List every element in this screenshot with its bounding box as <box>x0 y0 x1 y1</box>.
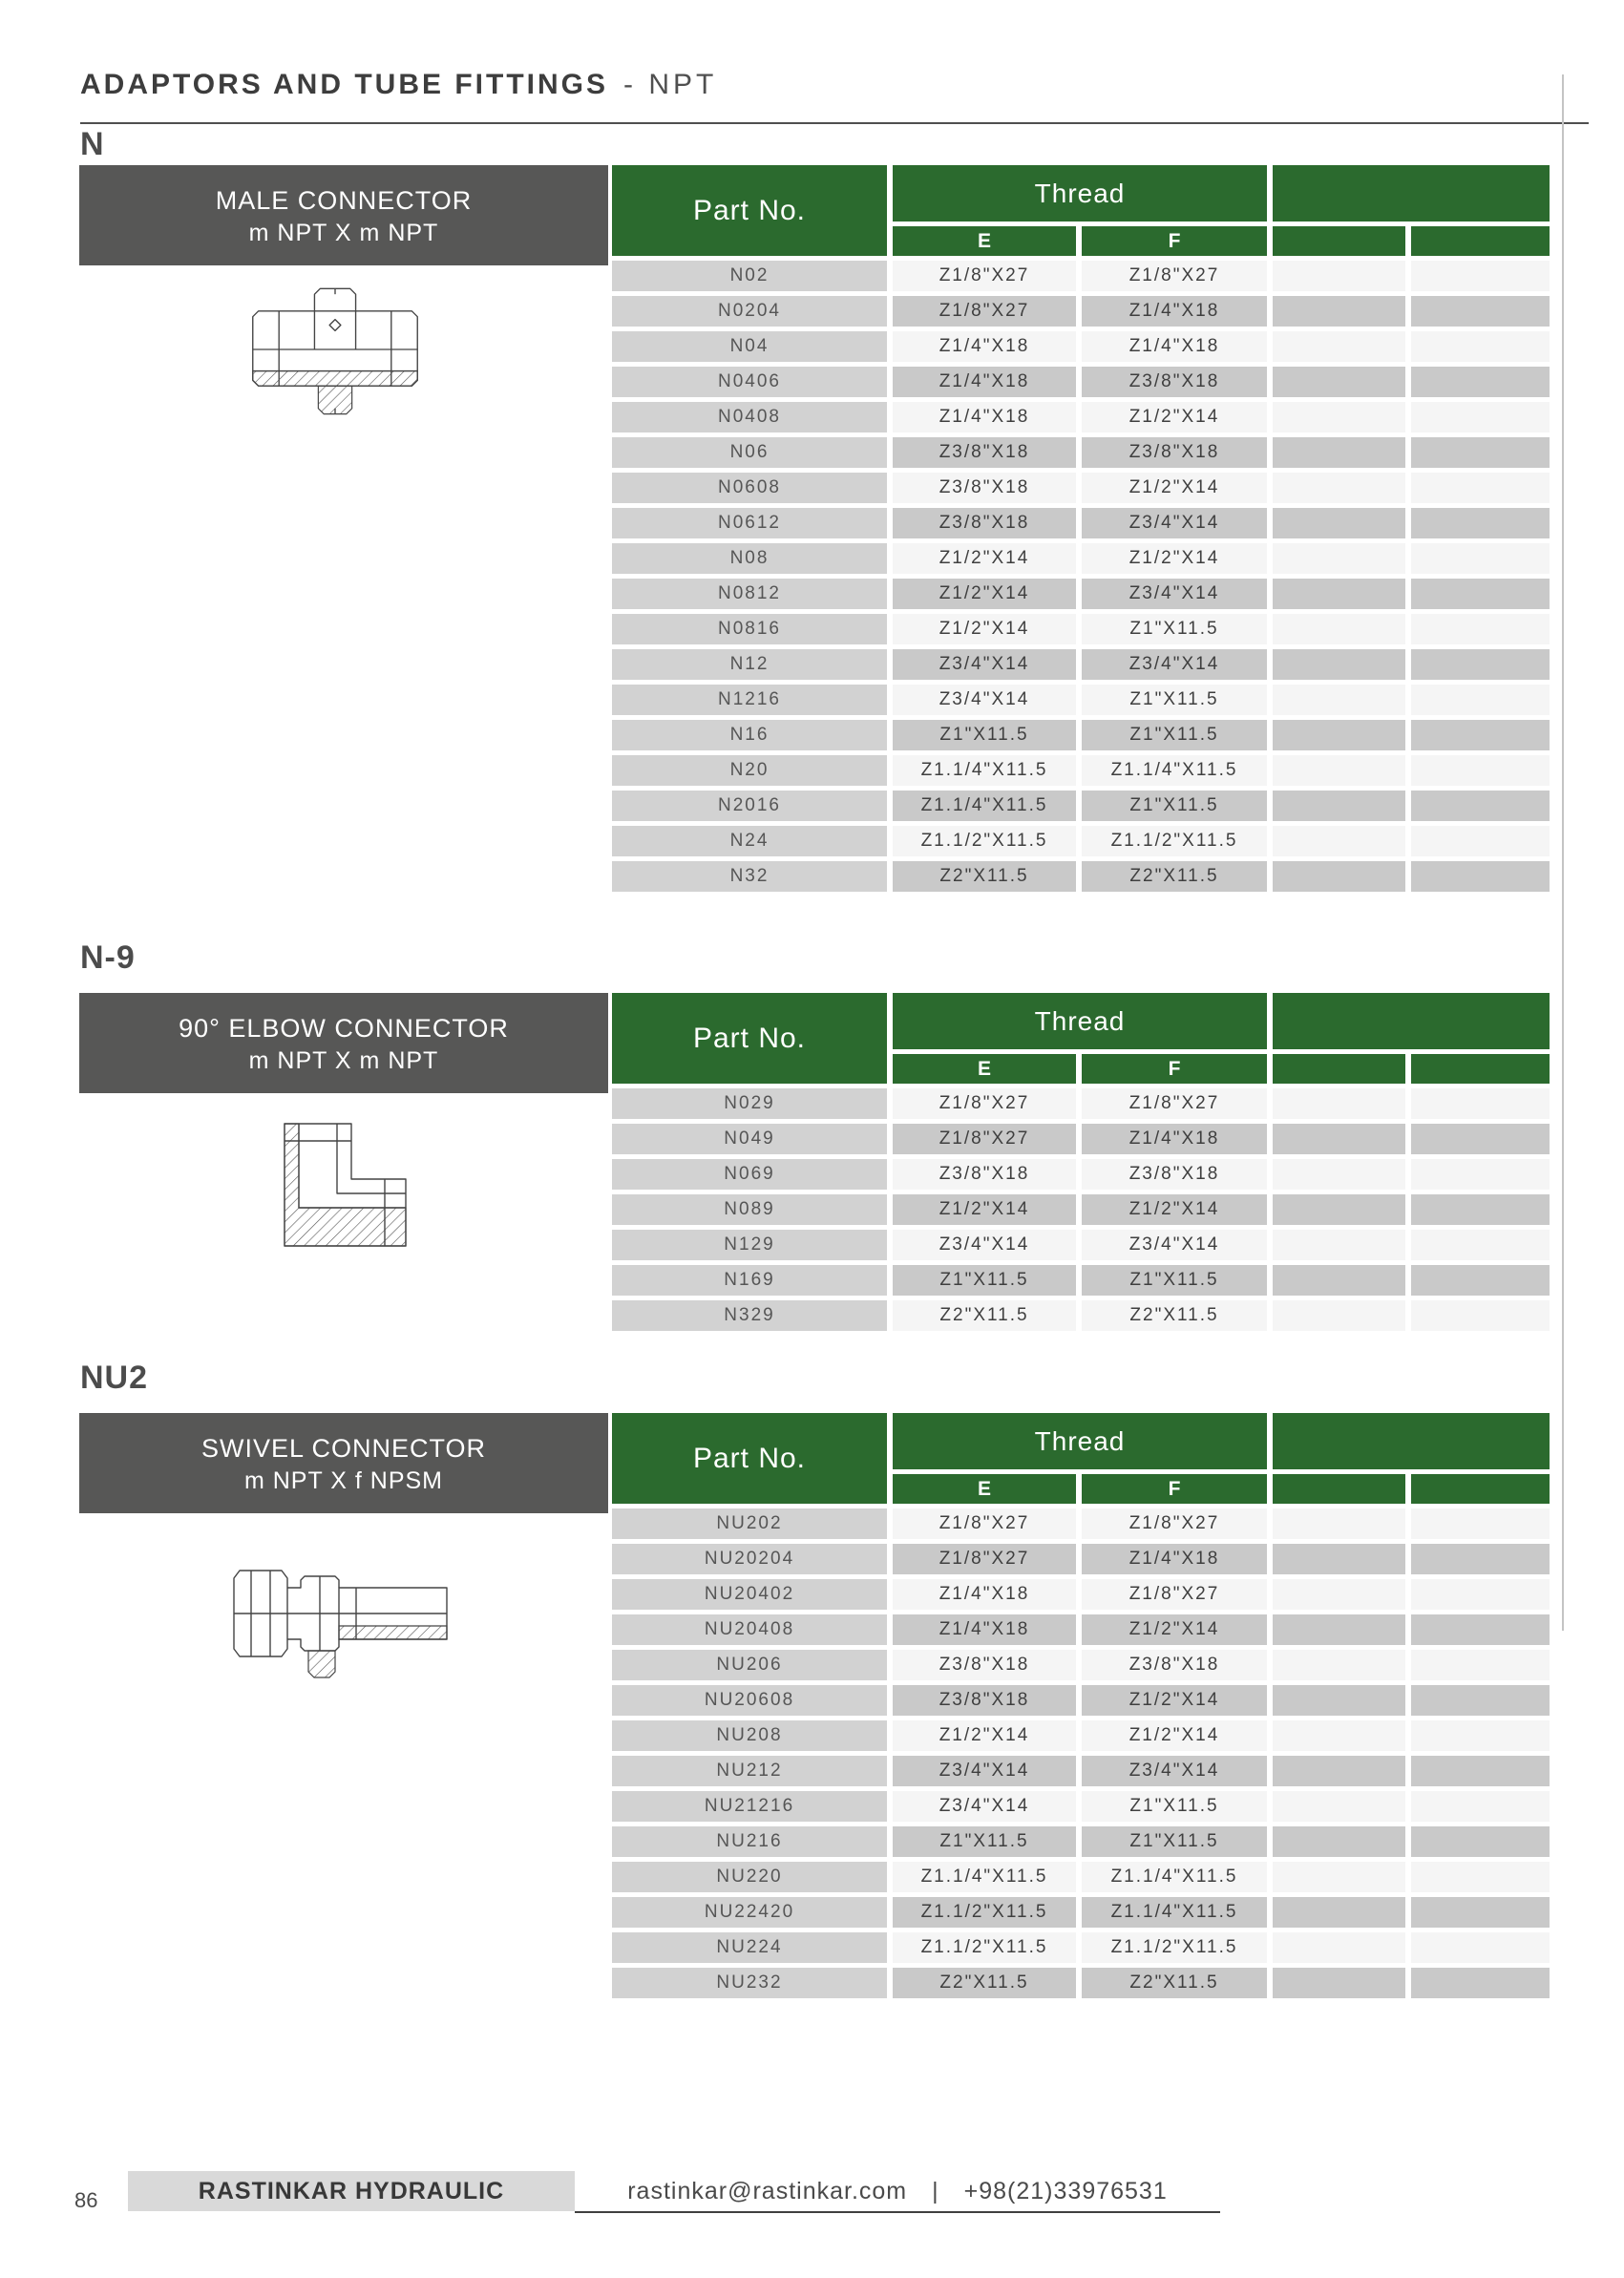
thread-f-cell: Z3/8"X18 <box>1082 367 1267 397</box>
thread-f-cell: Z3/4"X14 <box>1082 1230 1267 1260</box>
thread-e-cell: Z3/4"X14 <box>893 649 1076 680</box>
dimensions-column-header <box>1273 165 1550 221</box>
table-row <box>612 296 1550 327</box>
part-no-cell: NU21216 <box>612 1791 887 1822</box>
table-row <box>612 1194 1550 1225</box>
table-row <box>612 1720 1550 1751</box>
dim-cell-1 <box>1273 1862 1405 1892</box>
part-no-cell: NU220 <box>612 1862 887 1892</box>
table-row <box>612 1932 1550 1963</box>
table-row <box>612 437 1550 468</box>
dim-cell-2 <box>1411 1968 1550 1998</box>
part-no-cell: N069 <box>612 1159 887 1190</box>
part-no-cell: N089 <box>612 1194 887 1225</box>
dim-cell-2 <box>1411 1194 1550 1225</box>
thread-f-cell: Z1"X11.5 <box>1082 1265 1267 1296</box>
thread-f-cell: Z1/8"X27 <box>1082 1579 1267 1610</box>
thread-e-cell: Z1/8"X27 <box>893 1124 1076 1154</box>
parts-table <box>612 1413 1550 1998</box>
thread-f-cell: Z1/8"X27 <box>1082 1088 1267 1119</box>
thread-e-cell: Z1/2"X14 <box>893 579 1076 609</box>
dim-cell-2 <box>1411 367 1550 397</box>
table-row <box>612 720 1550 750</box>
thread-e-cell: Z1"X11.5 <box>893 1265 1076 1296</box>
dim-cell-1 <box>1273 720 1405 750</box>
table-row <box>612 614 1550 644</box>
dim-subheader-1 <box>1273 226 1405 256</box>
thread-f-cell: Z1/4"X18 <box>1082 331 1267 362</box>
thread-e-cell: Z3/4"X14 <box>893 1756 1076 1786</box>
table-row <box>612 1230 1550 1260</box>
part-no-cell: N16 <box>612 720 887 750</box>
dim-cell-2 <box>1411 508 1550 538</box>
part-no-cell: N20 <box>612 755 887 786</box>
part-no-cell: N0816 <box>612 614 887 644</box>
table-row <box>612 579 1550 609</box>
part-no-cell: N0406 <box>612 367 887 397</box>
thread-e-cell: Z3/4"X14 <box>893 685 1076 715</box>
dim-cell-2 <box>1411 720 1550 750</box>
dim-cell-2 <box>1411 1756 1550 1786</box>
right-margin-divider <box>1562 74 1564 1631</box>
dim-cell-1 <box>1273 614 1405 644</box>
part-no-cell: N029 <box>612 1088 887 1119</box>
product-name: 90° ELBOW CONNECTOR <box>179 1013 509 1043</box>
part-no-cell: N329 <box>612 1300 887 1331</box>
dim-cell-1 <box>1273 1265 1405 1296</box>
table-row <box>612 1968 1550 1998</box>
thread-e-cell: Z1/8"X27 <box>893 296 1076 327</box>
table-row <box>612 861 1550 892</box>
table-row <box>612 1300 1550 1331</box>
table-header <box>612 165 1550 256</box>
part-no-cell: N24 <box>612 826 887 856</box>
dim-subheader-2 <box>1411 226 1550 256</box>
thread-f-cell: Z3/4"X14 <box>1082 649 1267 680</box>
thread-f-cell: Z1/2"X14 <box>1082 543 1267 574</box>
dim-cell-2 <box>1411 1265 1550 1296</box>
thread-column-header: Thread <box>893 993 1267 1049</box>
table-row <box>612 1826 1550 1857</box>
product-thread-spec: m NPT X m NPT <box>248 1046 439 1074</box>
dim-cell-1 <box>1273 1826 1405 1857</box>
thread-f-cell: Z1"X11.5 <box>1082 614 1267 644</box>
part-no-cell: NU232 <box>612 1968 887 1998</box>
dim-cell-1 <box>1273 1756 1405 1786</box>
dim-cell-2 <box>1411 1088 1550 1119</box>
thread-f-cell: Z1/2"X14 <box>1082 1614 1267 1645</box>
part-no-cell: NU202 <box>612 1508 887 1539</box>
part-no-column-header: Part No. <box>612 993 887 1084</box>
table-body <box>612 261 1550 892</box>
section-heading-nu2: NU2 <box>80 1360 149 1396</box>
table-row <box>612 543 1550 574</box>
dim-cell-2 <box>1411 826 1550 856</box>
table-body <box>612 1088 1550 1331</box>
title-underline <box>80 122 1589 124</box>
table-body <box>612 1508 1550 1998</box>
thread-e-cell: Z1"X11.5 <box>893 720 1076 750</box>
thread-e-cell: Z1.1/4"X11.5 <box>893 755 1076 786</box>
page-title-main: ADAPTORS AND TUBE FITTINGS <box>80 69 609 100</box>
dim-cell-1 <box>1273 402 1405 432</box>
thread-f-subheader: F <box>1082 1054 1267 1084</box>
thread-e-cell: Z3/8"X18 <box>893 437 1076 468</box>
thread-f-cell: Z2"X11.5 <box>1082 1300 1267 1331</box>
thread-e-cell: Z1.1/2"X11.5 <box>893 1932 1076 1963</box>
elbow-connector-diagram-icon <box>232 1112 413 1289</box>
male-connector-diagram-icon <box>242 278 429 421</box>
thread-e-cell: Z3/4"X14 <box>893 1230 1076 1260</box>
part-no-cell: NU20204 <box>612 1544 887 1574</box>
thread-e-cell: Z1/2"X14 <box>893 543 1076 574</box>
page-title <box>80 69 717 101</box>
thread-e-cell: Z1/4"X18 <box>893 331 1076 362</box>
product-description-box <box>79 1413 608 1513</box>
part-no-cell: NU208 <box>612 1720 887 1751</box>
dim-cell-1 <box>1273 791 1405 821</box>
product-thread-spec: m NPT X f NPSM <box>243 1466 443 1494</box>
dim-cell-1 <box>1273 1720 1405 1751</box>
thread-e-cell: Z2"X11.5 <box>893 861 1076 892</box>
thread-e-cell: Z3/8"X18 <box>893 1159 1076 1190</box>
table-row <box>612 1159 1550 1190</box>
dim-cell-1 <box>1273 437 1405 468</box>
dim-cell-1 <box>1273 473 1405 503</box>
part-no-cell: N0812 <box>612 579 887 609</box>
table-row <box>612 1862 1550 1892</box>
thread-f-cell: Z1/8"X27 <box>1082 1508 1267 1539</box>
dim-cell-1 <box>1273 543 1405 574</box>
table-row <box>612 1124 1550 1154</box>
section-n <box>79 165 1554 929</box>
table-row <box>612 649 1550 680</box>
table-row <box>612 826 1550 856</box>
table-row <box>612 1088 1550 1119</box>
thread-e-cell: Z3/8"X18 <box>893 1685 1076 1716</box>
table-row <box>612 1265 1550 1296</box>
thread-f-cell: Z1.1/2"X11.5 <box>1082 1932 1267 1963</box>
thread-f-cell: Z1"X11.5 <box>1082 791 1267 821</box>
table-row <box>612 1756 1550 1786</box>
dim-subheader-2 <box>1411 1054 1550 1084</box>
dim-cell-2 <box>1411 649 1550 680</box>
part-no-cell: NU22420 <box>612 1897 887 1928</box>
product-name: SWIVEL CONNECTOR <box>200 1433 487 1463</box>
thread-f-cell: Z1.1/2"X11.5 <box>1082 826 1267 856</box>
thread-f-cell: Z2"X11.5 <box>1082 861 1267 892</box>
thread-f-cell: Z1"X11.5 <box>1082 1826 1267 1857</box>
product-description-box <box>79 993 608 1093</box>
part-no-cell: N0204 <box>612 296 887 327</box>
thread-e-subheader: E <box>893 226 1076 256</box>
table-header <box>612 993 1550 1084</box>
dim-cell-1 <box>1273 296 1405 327</box>
part-no-column-header: Part No. <box>612 1413 887 1504</box>
thread-f-cell: Z1"X11.5 <box>1082 720 1267 750</box>
thread-e-cell: Z3/8"X18 <box>893 1650 1076 1680</box>
dim-cell-2 <box>1411 1230 1550 1260</box>
dim-cell-1 <box>1273 685 1405 715</box>
dim-cell-2 <box>1411 331 1550 362</box>
dim-cell-1 <box>1273 1791 1405 1822</box>
dim-cell-2 <box>1411 1300 1550 1331</box>
dim-cell-1 <box>1273 1159 1405 1190</box>
thread-f-cell: Z3/4"X14 <box>1082 508 1267 538</box>
dim-cell-2 <box>1411 791 1550 821</box>
dim-cell-2 <box>1411 543 1550 574</box>
page-number: 86 <box>74 2188 98 2212</box>
thread-f-cell: Z1.1/4"X11.5 <box>1082 1862 1267 1892</box>
dim-cell-2 <box>1411 1124 1550 1154</box>
part-no-cell: N02 <box>612 261 887 291</box>
dim-cell-1 <box>1273 331 1405 362</box>
dim-cell-1 <box>1273 579 1405 609</box>
dim-cell-1 <box>1273 1650 1405 1680</box>
dim-cell-1 <box>1273 1579 1405 1610</box>
thread-f-cell: Z3/4"X14 <box>1082 579 1267 609</box>
dim-cell-2 <box>1411 1508 1550 1539</box>
part-no-cell: N169 <box>612 1265 887 1296</box>
dim-cell-2 <box>1411 579 1550 609</box>
table-row <box>612 1544 1550 1574</box>
thread-f-cell: Z3/8"X18 <box>1082 437 1267 468</box>
thread-e-cell: Z1/4"X18 <box>893 1579 1076 1610</box>
section-nu2 <box>79 1413 1554 2024</box>
part-no-cell: N12 <box>612 649 887 680</box>
dim-subheader-2 <box>1411 1474 1550 1504</box>
product-description-box <box>79 165 608 265</box>
table-row <box>612 1685 1550 1716</box>
dim-cell-2 <box>1411 1685 1550 1716</box>
dim-cell-1 <box>1273 1124 1405 1154</box>
table-row <box>612 1579 1550 1610</box>
dim-cell-2 <box>1411 755 1550 786</box>
dim-cell-1 <box>1273 1932 1405 1963</box>
table-row <box>612 685 1550 715</box>
part-no-cell: N049 <box>612 1124 887 1154</box>
part-no-cell: N2016 <box>612 791 887 821</box>
part-no-cell: NU212 <box>612 1756 887 1786</box>
product-name: MALE CONNECTOR <box>215 185 473 215</box>
thread-f-cell: Z1/2"X14 <box>1082 402 1267 432</box>
table-row <box>612 755 1550 786</box>
thread-e-cell: Z1/2"X14 <box>893 614 1076 644</box>
dim-cell-1 <box>1273 367 1405 397</box>
dim-cell-2 <box>1411 1932 1550 1963</box>
dim-cell-2 <box>1411 1544 1550 1574</box>
table-header <box>612 1413 1550 1504</box>
thread-f-cell: Z3/8"X18 <box>1082 1650 1267 1680</box>
thread-f-subheader: F <box>1082 226 1267 256</box>
dim-cell-1 <box>1273 508 1405 538</box>
thread-e-cell: Z1/4"X18 <box>893 367 1076 397</box>
dim-cell-1 <box>1273 1544 1405 1574</box>
footer-email: rastinkar@rastinkar.com <box>627 2177 908 2204</box>
page-title-suffix: - NPT <box>623 69 718 100</box>
thread-f-cell: Z3/4"X14 <box>1082 1756 1267 1786</box>
dim-cell-2 <box>1411 1159 1550 1190</box>
table-row <box>612 331 1550 362</box>
thread-e-cell: Z1.1/4"X11.5 <box>893 791 1076 821</box>
thread-column-header: Thread <box>893 1413 1267 1469</box>
thread-f-cell: Z1/8"X27 <box>1082 261 1267 291</box>
thread-e-cell: Z1/4"X18 <box>893 1614 1076 1645</box>
table-row <box>612 1508 1550 1539</box>
brand-footer: RASTINKAR HYDRAULIC <box>128 2171 575 2211</box>
part-no-cell: NU20408 <box>612 1614 887 1645</box>
parts-table <box>612 993 1550 1331</box>
part-no-cell: NU20608 <box>612 1685 887 1716</box>
thread-f-cell: Z2"X11.5 <box>1082 1968 1267 1998</box>
footer-separator: | <box>932 2177 939 2204</box>
dim-cell-1 <box>1273 755 1405 786</box>
dim-cell-1 <box>1273 261 1405 291</box>
dim-cell-1 <box>1273 1194 1405 1225</box>
table-row <box>612 791 1550 821</box>
footer-phone: +98(21)33976531 <box>963 2177 1168 2204</box>
dim-cell-1 <box>1273 861 1405 892</box>
dim-cell-2 <box>1411 261 1550 291</box>
table-row <box>612 402 1550 432</box>
dim-cell-2 <box>1411 1720 1550 1751</box>
thread-e-cell: Z1/2"X14 <box>893 1720 1076 1751</box>
part-no-cell: N0612 <box>612 508 887 538</box>
dim-cell-2 <box>1411 861 1550 892</box>
dim-cell-1 <box>1273 649 1405 680</box>
thread-e-cell: Z1/2"X14 <box>893 1194 1076 1225</box>
thread-e-cell: Z3/4"X14 <box>893 1791 1076 1822</box>
part-no-cell: N32 <box>612 861 887 892</box>
table-row <box>612 1614 1550 1645</box>
dim-subheader-1 <box>1273 1474 1405 1504</box>
section-heading-n9: N-9 <box>80 939 136 976</box>
thread-e-subheader: E <box>893 1054 1076 1084</box>
thread-e-cell: Z1/4"X18 <box>893 402 1076 432</box>
dim-cell-2 <box>1411 1897 1550 1928</box>
part-no-cell: NU206 <box>612 1650 887 1680</box>
part-no-cell: N04 <box>612 331 887 362</box>
part-no-cell: NU224 <box>612 1932 887 1963</box>
thread-e-cell: Z1.1/2"X11.5 <box>893 826 1076 856</box>
parts-table <box>612 165 1550 892</box>
dimensions-column-header <box>1273 1413 1550 1469</box>
dim-cell-2 <box>1411 1579 1550 1610</box>
dim-cell-1 <box>1273 1230 1405 1260</box>
table-row <box>612 367 1550 397</box>
dim-cell-1 <box>1273 1614 1405 1645</box>
table-row <box>612 261 1550 291</box>
thread-e-cell: Z1/8"X27 <box>893 1088 1076 1119</box>
thread-f-cell: Z1"X11.5 <box>1082 1791 1267 1822</box>
part-no-cell: N0608 <box>612 473 887 503</box>
thread-e-cell: Z2"X11.5 <box>893 1968 1076 1998</box>
section-heading-n: N <box>80 126 105 162</box>
thread-column-header: Thread <box>893 165 1267 221</box>
dim-cell-2 <box>1411 614 1550 644</box>
swivel-connector-diagram-icon <box>222 1542 461 1695</box>
part-no-cell: NU20402 <box>612 1579 887 1610</box>
footer-contact <box>575 2171 1220 2213</box>
thread-f-cell: Z1/4"X18 <box>1082 1124 1267 1154</box>
thread-e-cell: Z1"X11.5 <box>893 1826 1076 1857</box>
dim-cell-2 <box>1411 1791 1550 1822</box>
dim-cell-1 <box>1273 1897 1405 1928</box>
dim-subheader-1 <box>1273 1054 1405 1084</box>
thread-f-cell: Z1"X11.5 <box>1082 685 1267 715</box>
product-thread-spec: m NPT X m NPT <box>248 219 439 246</box>
dim-cell-2 <box>1411 437 1550 468</box>
dim-cell-2 <box>1411 685 1550 715</box>
table-row <box>612 1650 1550 1680</box>
part-no-cell: N0408 <box>612 402 887 432</box>
dim-cell-1 <box>1273 1300 1405 1331</box>
table-row <box>612 508 1550 538</box>
section-n9 <box>79 993 1554 1346</box>
dimensions-column-header <box>1273 993 1550 1049</box>
part-no-cell: N08 <box>612 543 887 574</box>
thread-e-cell: Z1/8"X27 <box>893 261 1076 291</box>
thread-f-cell: Z1/2"X14 <box>1082 1720 1267 1751</box>
thread-f-cell: Z1/2"X14 <box>1082 1194 1267 1225</box>
table-row <box>612 1791 1550 1822</box>
thread-f-subheader: F <box>1082 1474 1267 1504</box>
thread-f-cell: Z1.1/4"X11.5 <box>1082 755 1267 786</box>
part-no-cell: N1216 <box>612 685 887 715</box>
thread-e-cell: Z1.1/4"X11.5 <box>893 1862 1076 1892</box>
part-no-cell: N06 <box>612 437 887 468</box>
thread-f-cell: Z1/2"X14 <box>1082 473 1267 503</box>
table-row <box>612 473 1550 503</box>
dim-cell-1 <box>1273 1088 1405 1119</box>
dim-cell-1 <box>1273 1968 1405 1998</box>
part-no-cell: N129 <box>612 1230 887 1260</box>
thread-f-cell: Z1/2"X14 <box>1082 1685 1267 1716</box>
thread-f-cell: Z1/4"X18 <box>1082 1544 1267 1574</box>
dim-cell-2 <box>1411 1826 1550 1857</box>
thread-e-cell: Z1.1/2"X11.5 <box>893 1897 1076 1928</box>
dim-cell-2 <box>1411 473 1550 503</box>
dim-cell-2 <box>1411 296 1550 327</box>
thread-e-cell: Z2"X11.5 <box>893 1300 1076 1331</box>
part-no-column-header: Part No. <box>612 165 887 256</box>
thread-e-cell: Z3/8"X18 <box>893 508 1076 538</box>
part-no-cell: NU216 <box>612 1826 887 1857</box>
dim-cell-2 <box>1411 1614 1550 1645</box>
thread-f-cell: Z3/8"X18 <box>1082 1159 1267 1190</box>
dim-cell-2 <box>1411 402 1550 432</box>
table-row <box>612 1897 1550 1928</box>
thread-f-cell: Z1.1/4"X11.5 <box>1082 1897 1267 1928</box>
dim-cell-2 <box>1411 1650 1550 1680</box>
thread-e-cell: Z1/8"X27 <box>893 1508 1076 1539</box>
dim-cell-2 <box>1411 1862 1550 1892</box>
dim-cell-1 <box>1273 1685 1405 1716</box>
dim-cell-1 <box>1273 1508 1405 1539</box>
thread-e-subheader: E <box>893 1474 1076 1504</box>
dim-cell-1 <box>1273 826 1405 856</box>
thread-e-cell: Z1/8"X27 <box>893 1544 1076 1574</box>
thread-f-cell: Z1/4"X18 <box>1082 296 1267 327</box>
thread-e-cell: Z3/8"X18 <box>893 473 1076 503</box>
